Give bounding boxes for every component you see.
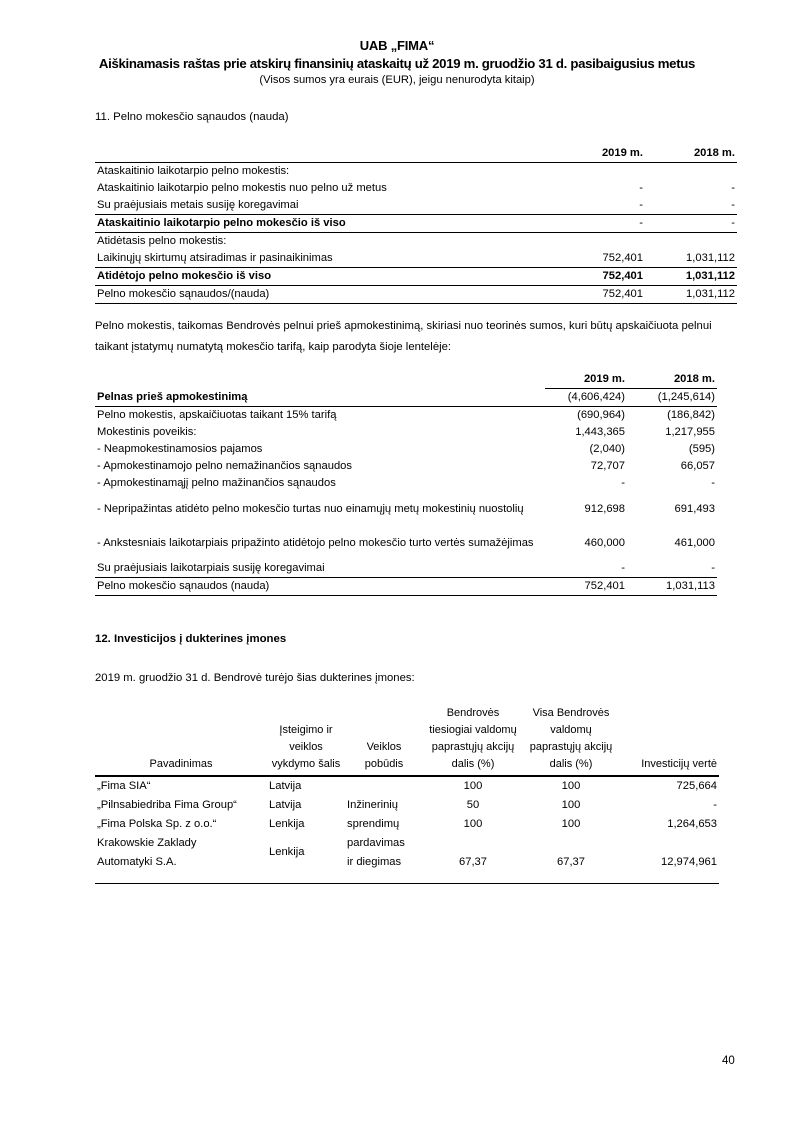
- row-label: Atidėtojo pelno mokesčio iš viso: [95, 268, 565, 286]
- direct-share: [423, 834, 523, 853]
- table-row-subtotal: [95, 268, 737, 286]
- header-cell: [95, 371, 545, 389]
- direct-share: 67,37: [423, 853, 523, 884]
- total-share: 67,37: [523, 853, 619, 884]
- direct-share: 100: [463, 780, 483, 792]
- total-share: 100: [561, 780, 581, 792]
- header-cell-2019: 2019 m.: [565, 145, 645, 163]
- value-2018: 1,217,955: [665, 426, 715, 438]
- value-2018: -: [711, 477, 715, 489]
- table-row: [95, 233, 737, 251]
- row-label: Pelnas prieš apmokestinimą: [95, 389, 545, 407]
- value-2019: 752,401: [565, 250, 645, 268]
- row-label: - Apmokestinamąjį pelno mažinančios sąnaudos: [97, 477, 336, 489]
- income-tax-table: [95, 145, 737, 304]
- direct-share: 50: [466, 799, 480, 811]
- header-cell: [95, 145, 565, 163]
- table-row: [95, 250, 737, 268]
- subsidiary-name: „Pilnsabiedriba Fima Group“: [97, 799, 237, 811]
- table-row: [95, 815, 719, 834]
- subsidiary-activity: ir diegimas: [345, 853, 423, 884]
- header-activity: Veiklos pobūdis: [345, 705, 423, 776]
- table-row: [95, 776, 719, 796]
- header-country: Įsteigimo ir veiklos vykdymo šalis: [267, 705, 345, 776]
- value-2018: (1,245,614): [627, 389, 717, 407]
- section-12-title: 12. Investicijos į dukterines įmones: [95, 633, 287, 645]
- row-label: Pelno mokestis, apskaičiuotas taikant 15% tarifą: [97, 409, 337, 421]
- tax-reconciliation-table: [95, 371, 717, 596]
- table-row: [95, 197, 737, 215]
- value-2018: 461,000: [674, 536, 715, 549]
- row-label: Pelno mokesčio sąnaudos/(nauda): [95, 286, 565, 304]
- table-row: [95, 389, 717, 407]
- value-2019: (4,606,424): [545, 389, 627, 407]
- value-2018: 1,031,112: [645, 268, 737, 286]
- header-direct-share: Bendrovės tiesiogiai valdomų paprastųjų akcijų dalis (%): [423, 705, 523, 776]
- header-cell-2019: 2019 m.: [545, 371, 627, 389]
- row-label: - Nepripažintas atidėto pelno mokesčio turtas nuo einamųjų metų mokestinių nuostolių: [97, 502, 524, 515]
- value-2019: [565, 163, 645, 181]
- value-2019: (690,964): [577, 409, 625, 421]
- value-2018: (595): [688, 443, 715, 455]
- subsidiary-name: „Fima Polska Sp. z o.o.“: [97, 818, 217, 830]
- subsidiary-name: „Fima SIA“: [97, 780, 151, 792]
- table-row: [95, 458, 717, 475]
- value-2018: -: [645, 197, 737, 215]
- investment-value: -: [713, 799, 717, 811]
- total-share: [523, 834, 619, 853]
- value-2019: 460,000: [584, 536, 625, 549]
- subsidiary-country: Lenkija: [269, 818, 305, 830]
- value-2019: -: [565, 215, 645, 233]
- table-row: [95, 407, 717, 425]
- table-row-total: [95, 286, 737, 304]
- subsidiary-activity: Inžinerinių: [347, 799, 398, 811]
- subsidiaries-table: [95, 705, 719, 884]
- table-row-subtotal: [95, 215, 737, 233]
- header-investment-value: Investicijų vertė: [619, 705, 719, 776]
- value-2019: -: [621, 477, 625, 489]
- table-row: [95, 475, 717, 492]
- subsidiary-activity: sprendimų: [347, 818, 400, 830]
- row-label: - Neapmokestinamosios pajamos: [97, 443, 263, 455]
- table-row: [95, 526, 717, 560]
- value-2018: 691,493: [674, 502, 715, 515]
- row-label: Atidėtasis pelno mokestis:: [97, 235, 227, 247]
- subsidiary-country: Latvija: [269, 799, 302, 811]
- value-2019: -: [545, 560, 627, 578]
- row-label: Laikinųjų skirtumų atsiradimas ir pasinaikinimas: [95, 250, 565, 268]
- subsidiary-name: Krakowskie Zaklady: [97, 837, 197, 849]
- value-2019: -: [565, 197, 645, 215]
- value-2019: 752,401: [565, 286, 645, 304]
- total-share: 100: [561, 799, 581, 811]
- value-2018: 66,057: [680, 460, 715, 472]
- value-2018: 1,031,112: [645, 286, 737, 304]
- row-label: Su praėjusiais laikotarpiais susiję koregavimai: [95, 560, 545, 578]
- document-subtitle: (Visos sumos yra eurais (EUR), jeigu nenurodyta kitaip): [259, 74, 535, 86]
- row-label: - Ankstesniais laikotarpiais pripažinto atidėtojo pelno mokesčio turto vertės sumažėjimas: [97, 536, 534, 549]
- row-label: Mokestinis poveikis:: [97, 426, 197, 438]
- row-label: Ataskaitinio laikotarpio pelno mokesčio iš viso: [95, 215, 565, 233]
- table-header-row: [95, 145, 737, 163]
- value-2018: -: [627, 560, 717, 578]
- table-row: [95, 853, 719, 884]
- direct-share: 100: [463, 818, 483, 830]
- value-2019: -: [639, 182, 643, 194]
- header-total-share: Visa Bendrovės valdomų paprastųjų akcijų dalis (%): [523, 705, 619, 776]
- value-2019: 1,443,365: [575, 426, 625, 438]
- subsidiary-country: [267, 846, 345, 884]
- investment-value: 1,264,653: [667, 818, 717, 830]
- subsidiary-activity: pardavimas: [347, 837, 405, 849]
- header-name: Pavadinimas: [95, 705, 267, 776]
- row-label: Su praėjusiais metais susiję koregavimai: [95, 197, 565, 215]
- table-header-row: [95, 371, 717, 389]
- subsidiary-activity: [345, 776, 423, 796]
- value-2019: 752,401: [565, 268, 645, 286]
- page-number: 40: [722, 1055, 735, 1067]
- table-row: [95, 796, 719, 815]
- value-2019: 752,401: [545, 578, 627, 596]
- row-label: Ataskaitinio laikotarpio pelno mokestis:: [97, 165, 290, 177]
- subsidiary-name: Automatyki S.A.: [95, 853, 267, 884]
- value-2018: [645, 163, 737, 181]
- investment-value: 725,664: [676, 780, 717, 792]
- table-row: [95, 180, 737, 197]
- value-2018: 1,031,112: [645, 250, 737, 268]
- table-row: [95, 163, 737, 181]
- company-name: UAB „FIMA“: [359, 38, 435, 53]
- subsidiary-country-text: Lenkija: [269, 846, 305, 858]
- section-11-title: 11. Pelno mokesčio sąnaudos (nauda): [95, 111, 289, 123]
- table-row: [95, 834, 719, 853]
- value-2019: 72,707: [590, 460, 625, 472]
- table-row: [95, 492, 717, 526]
- subsidiary-country: Latvija: [269, 780, 302, 792]
- value-2018: 1,031,113: [627, 578, 717, 596]
- header-cell-2018: 2018 m.: [627, 371, 717, 389]
- row-label: Pelno mokesčio sąnaudos (nauda): [95, 578, 545, 596]
- value-2019: [565, 233, 645, 251]
- value-2018: -: [731, 182, 735, 194]
- value-2018: -: [645, 215, 737, 233]
- value-2019: 912,698: [584, 502, 625, 515]
- investment-value: [619, 834, 719, 853]
- value-2019: (2,040): [589, 443, 625, 455]
- row-label: - Apmokestinamojo pelno nemažinančios sąnaudos: [97, 460, 352, 472]
- table-row: [95, 560, 717, 578]
- total-share: 100: [561, 818, 581, 830]
- document-title: Aiškinamasis raštas prie atskirų finansinių ataskaitų už 2019 m. gruodžio 31 d. pasibaigusius metus: [98, 56, 696, 71]
- value-2018: [645, 233, 737, 251]
- row-label: Ataskaitinio laikotarpio pelno mokestis nuo pelno už metus: [97, 182, 387, 194]
- table-row: [95, 424, 717, 441]
- subsidiaries-paragraph: 2019 m. gruodžio 31 d. Bendrovė turėjo šias dukterines įmones:: [95, 672, 415, 684]
- table-row-total: [95, 578, 717, 596]
- investment-value: 12,974,961: [619, 853, 719, 884]
- table-row: [95, 441, 717, 458]
- header-cell-2018: 2018 m.: [645, 145, 737, 163]
- table-header-row: [95, 705, 719, 776]
- value-2018: (186,842): [667, 409, 715, 421]
- reconciliation-paragraph: Pelno mokestis, taikomas Bendrovės pelnui prieš apmokestinimą, skiriasi nuo teorinės sumos, kuri būtų apskaičiuota pelnui taikant įstatymų numatytą mokesčio tarifą, kaip parodyta šioje lentelėje:: [95, 320, 712, 353]
